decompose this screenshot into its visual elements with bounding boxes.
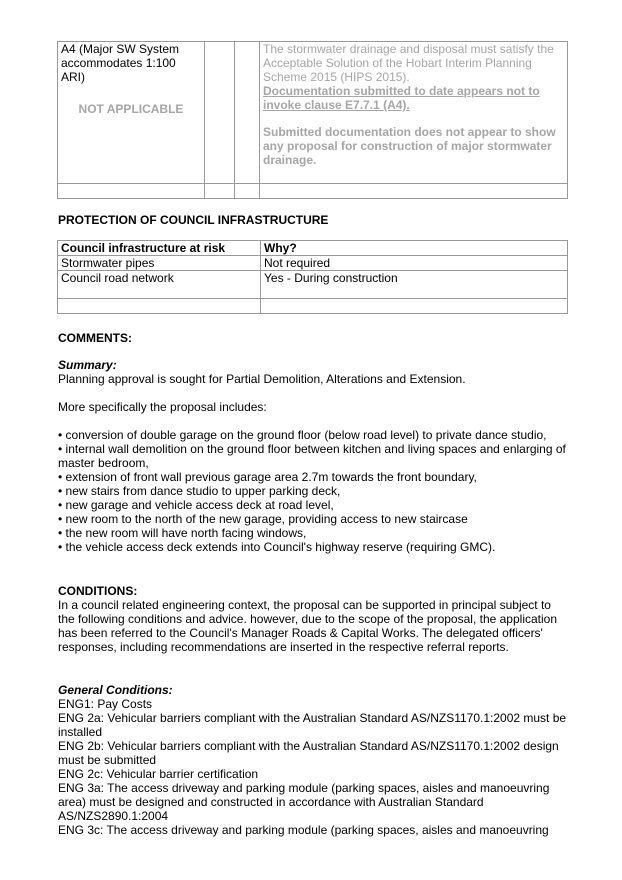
blank-cell (58, 299, 261, 314)
conditions-heading: CONDITIONS: (58, 584, 138, 598)
clause-cell (58, 42, 205, 184)
not-applicable-label: NOT APPLICABLE (78, 102, 184, 116)
assessment-text: The stormwater drainage and disposal must satisfy the Acceptable Solution of the Hobart Interim Planning Scheme 2015 (HIPS 2015). (263, 42, 554, 84)
blank-cell (260, 184, 568, 199)
requirements-table (57, 41, 568, 199)
list-item: • the new room will have north facing windows, (58, 526, 307, 540)
table-row (58, 256, 568, 271)
why-cell: Not required (261, 256, 568, 271)
conditions-section (58, 584, 568, 654)
blank-cell (58, 184, 205, 199)
assessment-cell (260, 42, 568, 184)
blank-cell (235, 42, 260, 184)
general-conditions-heading: General Conditions: (58, 683, 173, 697)
blank-cell (205, 42, 235, 184)
list-item: ENG 2b: Vehicular barriers compliant with the Australian Standard AS/NZS1170.1:2002 design must be submitted (58, 739, 559, 767)
clause-label: A4 (Major SW System accommodates 1:100 ARI) (61, 42, 180, 84)
list-item: • conversion of double garage on the ground floor (below road level) to private dance studio, (58, 428, 547, 442)
assessment-note: Submitted documentation does not appear to show any proposal for construction of major stormwater drainage. (263, 125, 556, 167)
conditions-text: In a council related engineering context, the proposal can be supported in principal subject to the following conditions and advice. however, due to the scope of the proposal, the application has been referred to the Council's Manager Roads & Capital Works. The delegated officers' responses, including recommendations are inserted in the respective referral reports. (58, 598, 558, 654)
list-item: ENG 3a: The access driveway and parking module (parking spaces, aisles and manoeuvring area) must be designed and constructed in accordance with Australian Standard AS/NZS2890.1:2004 (58, 781, 550, 823)
list-item: ENG1: Pay Costs (58, 697, 153, 711)
list-item: • internal wall demolition on the ground floor between kitchen and living spaces and enlarging of master bedroom, (58, 442, 566, 470)
list-item: • new garage and vehicle access deck at road level, (58, 498, 334, 512)
blank-cell (261, 299, 568, 314)
table-row (58, 271, 568, 299)
protection-heading: PROTECTION OF COUNCIL INFRASTRUCTURE (58, 213, 329, 227)
list-item: ENG 2c: Vehicular barrier certification (58, 767, 259, 781)
header-infrastructure: Council infrastructure at risk (58, 241, 261, 256)
infrastructure-cell: Council road network (58, 271, 261, 299)
list-item: • new stairs from dance studio to upper parking deck, (58, 484, 341, 498)
infrastructure-cell: Stormwater pipes (58, 256, 261, 271)
infrastructure-table (57, 240, 568, 314)
intro-text: More specifically the proposal includes: (58, 400, 267, 414)
summary-text: Planning approval is sought for Partial Demolition, Alterations and Extension. (58, 372, 466, 386)
list-item: • the vehicle access deck extends into Council's highway reserve (requiring GMC). (58, 540, 496, 554)
list-item: ENG 3c: The access driveway and parking module (parking spaces, aisles and manoeuvring (58, 823, 549, 837)
proposal-list (58, 428, 568, 554)
blank-cell (205, 184, 235, 199)
list-item: ENG 2a: Vehicular barriers compliant with the Australian Standard AS/NZS1170.1:2002 must be installed (58, 711, 567, 739)
general-conditions-section (58, 683, 568, 837)
assessment-finding: Documentation submitted to date appears not to invoke clause E7.7.1 (A4). (263, 84, 540, 112)
list-item: • new room to the north of the new garage, providing access to new staircase (58, 512, 468, 526)
comments-section (58, 358, 568, 554)
blank-cell (235, 184, 260, 199)
summary-label: Summary: (58, 358, 117, 372)
comments-heading: COMMENTS: (58, 331, 132, 345)
why-cell: Yes - During construction (261, 271, 568, 299)
list-item: • extension of front wall previous garage area 2.7m towards the front boundary, (58, 470, 477, 484)
header-why: Why? (261, 241, 568, 256)
